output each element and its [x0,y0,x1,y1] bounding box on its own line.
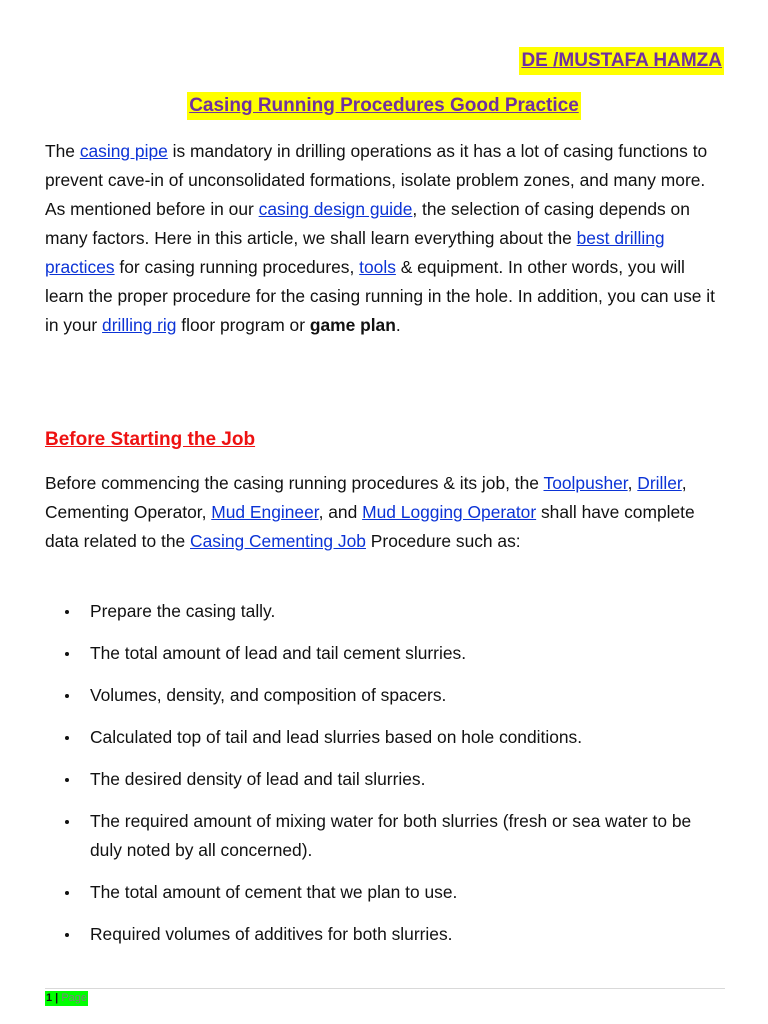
list-item [45,878,725,907]
bullet-icon [65,778,69,782]
intro-text-2: is mandatory in drilling operations as it has a lot of casing functions to prevent cave-in of unconsolidated formations, isolate problem zones, and many more. As mentioned before in our [45,141,708,219]
intro-text-1: The [45,141,80,161]
list-item-text: The total amount of lead and tail cement slurries. [90,643,467,663]
list-item-text: Required volumes of additives for both slurries. [90,924,453,944]
list-item [45,765,725,794]
bullet-icon [65,610,69,614]
footer-page-number: 1 [46,992,53,1004]
bullet-icon [65,933,69,937]
intro-bold-game-plan: game plan [309,315,396,335]
section-paragraph [45,469,725,556]
list-item [45,681,725,710]
page-footer [45,991,88,1006]
section-heading: Before Starting the Job [45,429,256,450]
intro-text-5: & equipment. In other words, you will learn the proper procedure for the casing running in the hole. In addition, you can use it in your [45,257,715,335]
list-item-text: The desired density of lead and tail slurries. [90,769,426,789]
section-text-6: Procedure such as: [365,531,521,551]
link-casing-design-guide[interactable]: casing design guide [258,199,413,219]
intro-text-4: for casing running procedures, [114,257,360,277]
intro-text-6: floor program or [176,315,310,335]
list-item [45,920,725,949]
section-text-1: Before commencing the casing running procedures & its job, the [45,473,544,493]
author-name: DE /MUSTAFA HAMZA [519,47,724,75]
link-mud-logging-operator[interactable]: Mud Logging Operator [362,502,537,522]
footer-page-label: Page [61,992,88,1004]
list-item-text: The required amount of mixing water for both slurries (fresh or sea water to be duly noted by all concerned). [90,811,692,860]
list-item-text: Prepare the casing tally. [90,601,276,621]
bullet-icon [65,736,69,740]
bullet-icon [65,694,69,698]
requirements-list [45,597,725,962]
list-item [45,597,725,626]
section-text-3: , Cementing Operator, [45,473,687,522]
footer-divider [45,988,725,989]
link-driller[interactable]: Driller [637,473,682,493]
link-casing-pipe[interactable]: casing pipe [79,141,168,161]
link-casing-cementing-job[interactable]: Casing Cementing Job [190,531,366,551]
bullet-icon [65,652,69,656]
list-item-text: Calculated top of tail and lead slurries based on hole conditions. [90,727,583,747]
section-text-5: shall have complete data related to the [45,502,695,551]
footer-separator: | [52,992,62,1004]
intro-text-3: , the selection of casing depends on many factors. Here in this article, we shall learn everything about the [45,199,690,248]
link-best-drilling-practices[interactable]: best drilling practices [45,228,665,277]
list-item-text: The total amount of cement that we plan to use. [90,882,458,902]
link-tools[interactable]: tools [359,257,396,277]
bullet-icon [65,891,69,895]
title-container [0,92,768,120]
document-title: Casing Running Procedures Good Practice [187,92,581,120]
list-item-text: Volumes, density, and composition of spacers. [90,685,447,705]
list-item [45,723,725,752]
bullet-icon [65,820,69,824]
list-item [45,639,725,668]
link-drilling-rig[interactable]: drilling rig [102,315,177,335]
intro-paragraph [45,137,725,340]
section-text-2: , [627,473,638,493]
list-item [45,807,725,865]
section-text-4: , and [318,502,363,522]
link-toolpusher[interactable]: Toolpusher [543,473,628,493]
intro-text-7: . [395,315,401,335]
link-mud-engineer[interactable]: Mud Engineer [211,502,319,522]
